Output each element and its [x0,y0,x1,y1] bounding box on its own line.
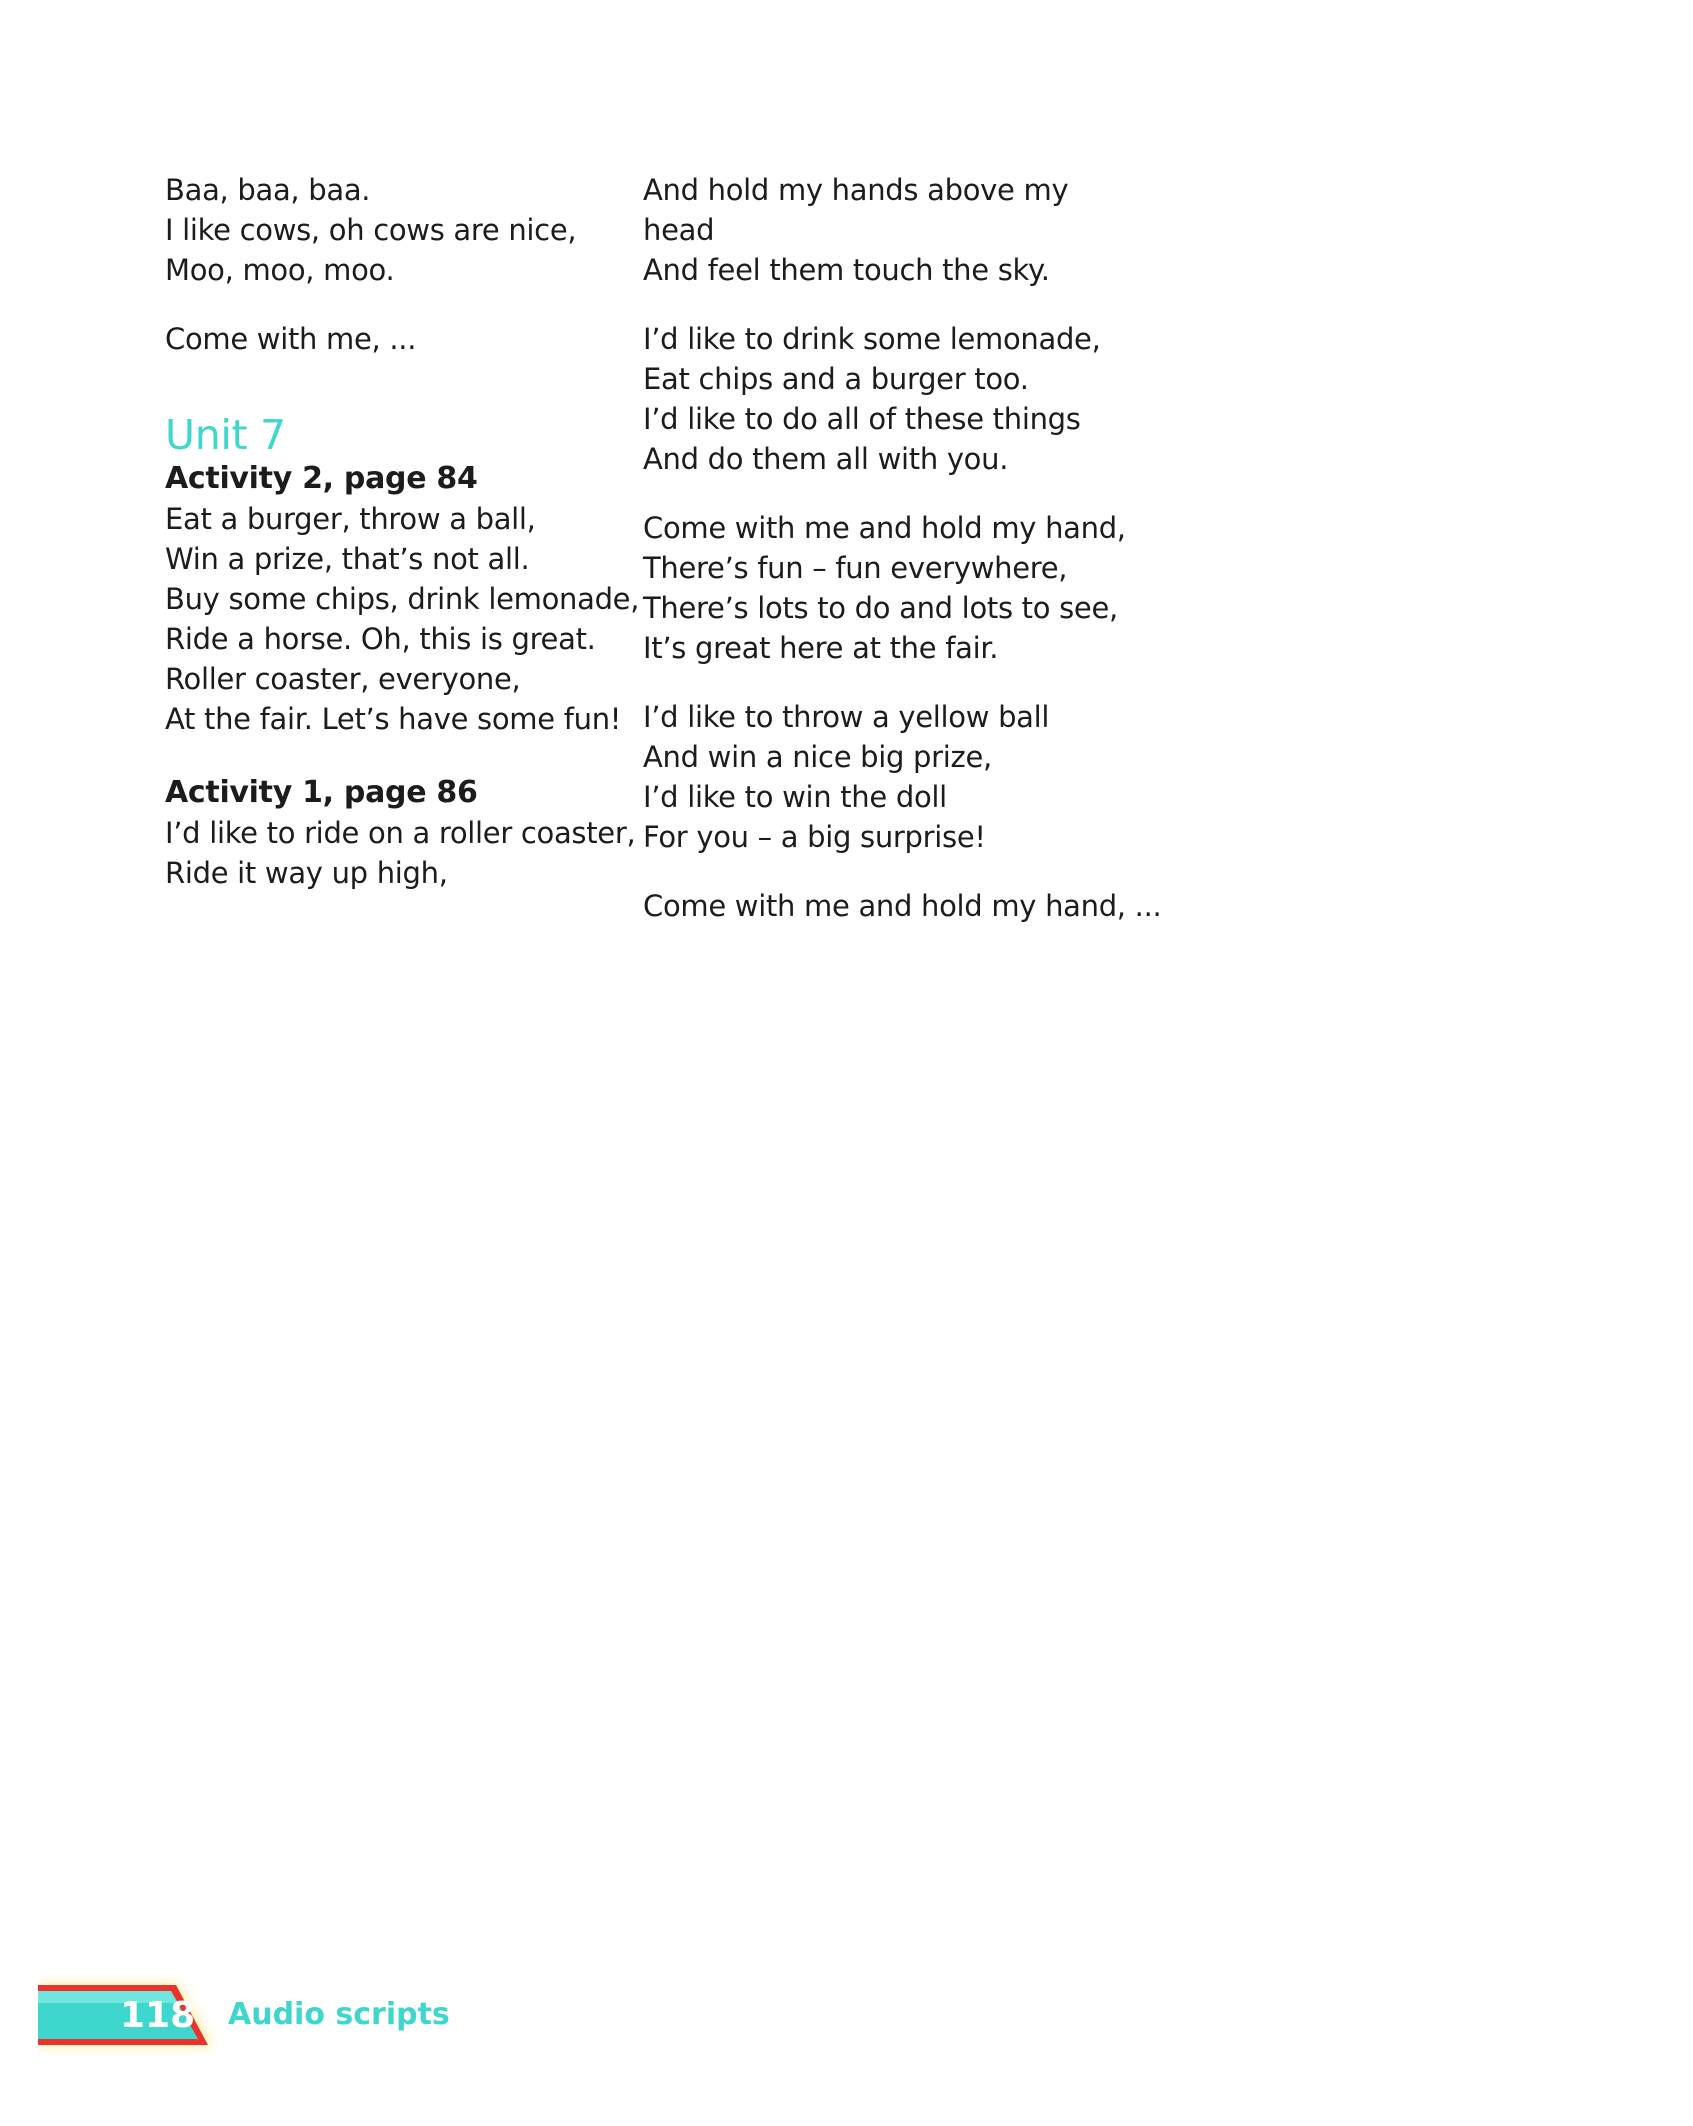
text-line: I’d like to throw a yellow ball [643,700,1050,734]
section-title: Audio scripts [228,1997,450,2032]
activity-script [165,813,636,893]
text-line: head [643,213,715,247]
text-line: Come with me and hold my hand, ... [643,889,1162,923]
text-line: I’d like to drink some lemonade, [643,322,1101,356]
text-line: And win a nice big prize, [643,740,992,774]
text-line: Roller coaster, everyone, [165,662,521,696]
text-line: Eat chips and a burger too. [643,362,1029,396]
text-line: Win a prize, that’s not all. [165,542,530,576]
text-line: I’d like to do all of these things [643,402,1081,436]
text-line: Eat a burger, throw a ball, [165,502,536,536]
text-line: Ride it way up high, [165,856,448,890]
activity-script [165,499,640,739]
text-line: At the fair. Let’s have some fun! [165,702,622,736]
page-footer [0,1965,700,2075]
text-line: Baa, baa, baa. [165,173,371,207]
text-line: There’s fun – fun everywhere, [643,551,1068,585]
page-number: 118 [120,1995,196,2036]
text-line: I like cows, oh cows are nice, [165,213,577,247]
text-line: For you – a big surprise! [643,820,986,854]
text-line: Ride a horse. Oh, this is great. [165,622,596,656]
stanza [643,508,1126,668]
chorus-reference [165,319,605,359]
text-line: I’d like to ride on a roller coaster, [165,816,636,850]
text-line: I’d like to win the doll [643,780,947,814]
intro-stanza [165,170,605,290]
text-line: Come with me, ... [165,322,417,356]
stanza [643,170,1113,290]
unit-heading: Unit 7 [165,411,286,459]
right-column [643,170,1162,955]
activity-heading: Activity 1, page 86 [165,775,478,810]
stanza [643,697,1113,857]
text-line: And feel them touch the sky. [643,253,1050,287]
left-column [165,170,640,893]
stanza [643,319,1113,479]
text-line: Moo, moo, moo. [165,253,395,287]
text-line: It’s great here at the fair. [643,631,999,665]
text-line: And hold my hands above my [643,173,1069,207]
text-line: Come with me and hold my hand, [643,511,1126,545]
text-line: Buy some chips, drink lemonade, [165,582,640,616]
text-line: There’s lots to do and lots to see, [643,591,1118,625]
text-line: And do them all with you. [643,442,1009,476]
chorus-reference [643,886,1162,926]
activity-heading: Activity 2, page 84 [165,461,478,496]
